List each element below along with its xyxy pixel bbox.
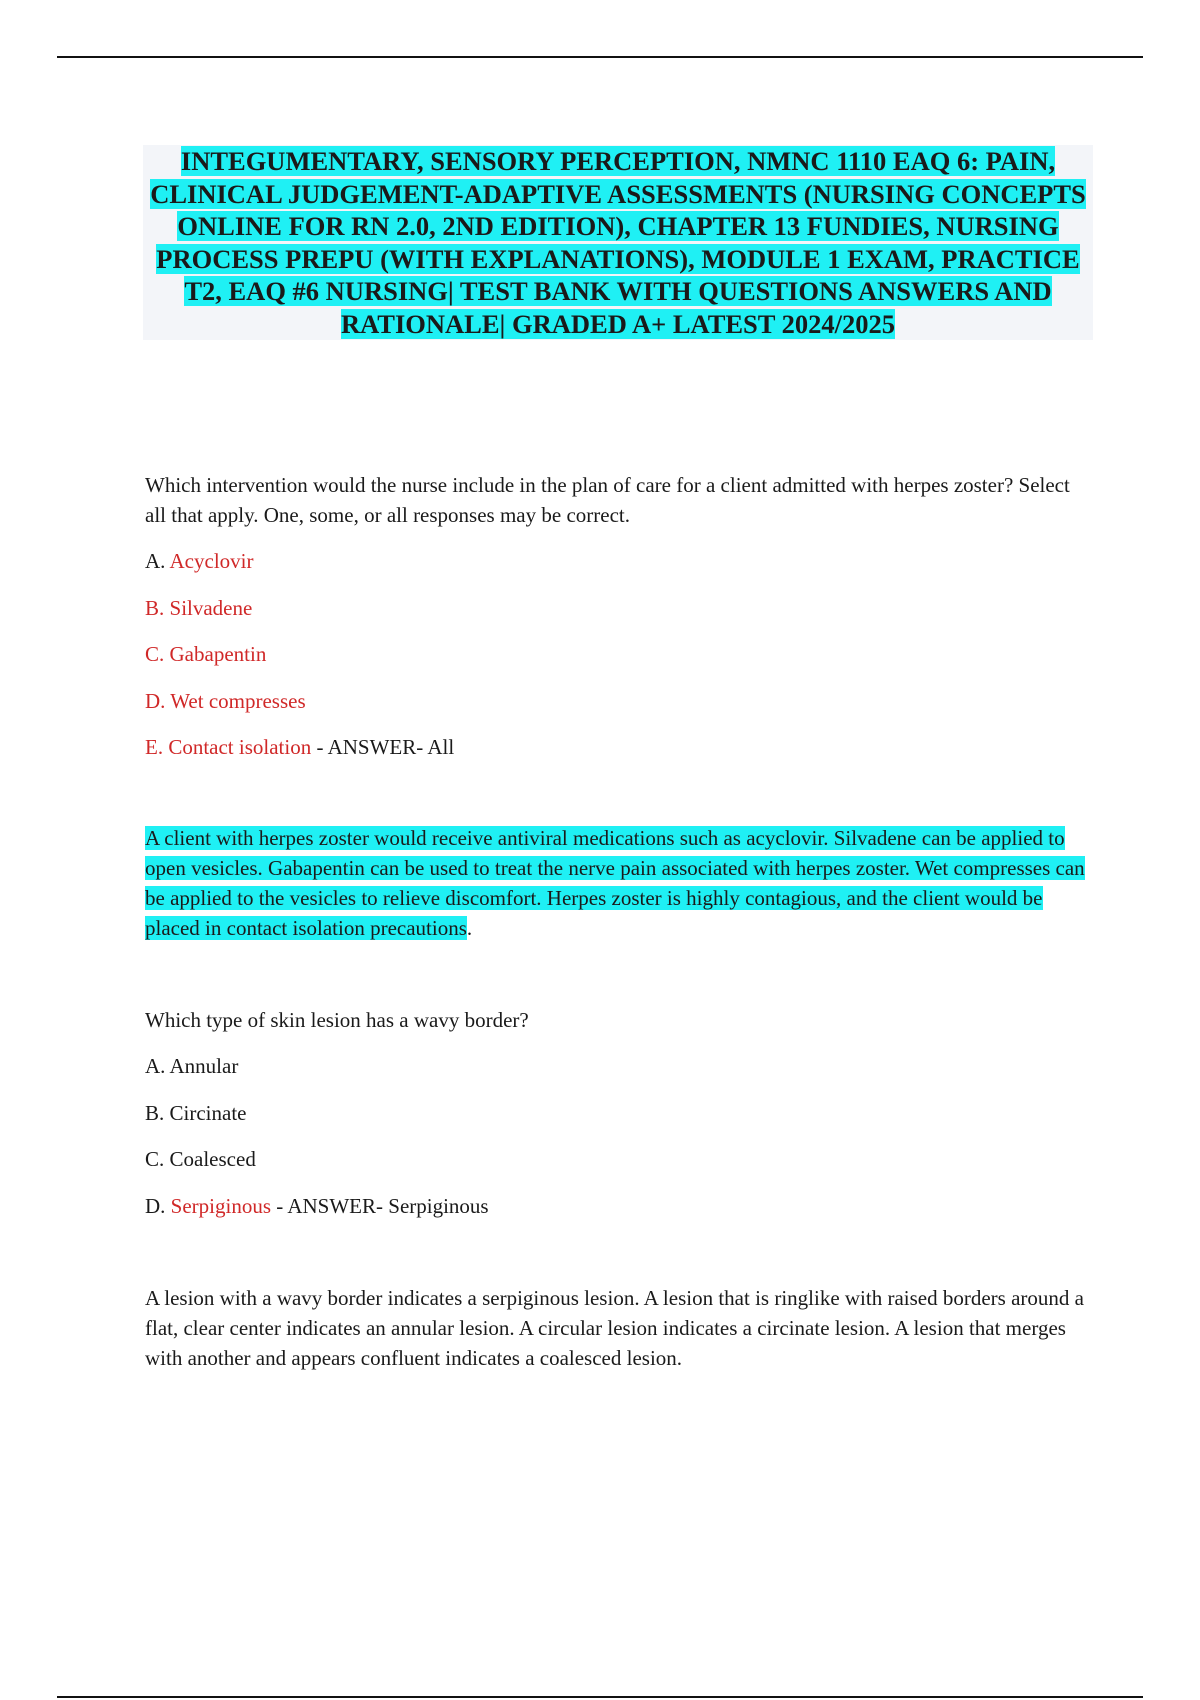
top-rule — [57, 56, 1143, 58]
document-title — [143, 145, 1093, 340]
q2-option-b: B. Circinate — [145, 1100, 247, 1125]
q2-option-d: D. Serpiginous - ANSWER- Serpiginous — [145, 1193, 489, 1218]
question-1 — [145, 470, 1090, 779]
q1-option-e: E. Contact isolation - ANSWER- All — [145, 735, 455, 759]
question-2-text: Which type of skin lesion has a wavy border? — [145, 1008, 529, 1032]
q1-option-d: D. Wet compresses — [145, 688, 306, 713]
question-1-text: Which intervention would the nurse include in the plan of care for a client admitted with herpes zoster? Select all that apply. One, some, or all responses may be correct. — [145, 473, 1070, 527]
question-2-rationale: A lesion with a wavy border indicates a serpiginous lesion. A lesion that is ringlike with raised borders around a flat, clear center indicates an annular lesion. A circular lesion indicates a circinate lesion. A lesion that merges with another and appears confluent indicates a coalesced lesion. — [145, 1286, 1084, 1370]
q1-option-a: A. Acyclovir — [145, 549, 254, 573]
bottom-rule — [57, 1696, 1143, 1698]
q1-option-b: B. Silvadene — [145, 595, 253, 620]
q2-option-a: A. Annular — [145, 1054, 239, 1078]
q1-option-c: C. Gabapentin — [145, 642, 267, 666]
question-1-rationale: A client with herpes zoster would receive antiviral medications such as acyclovir. Silvadene can be applied to open vesicles. Gabapentin can be used to treat the nerve pain associated with herpes zoster. Wet compresses can be applied to the vesicles to relieve discomfort. Herpes zoster is highly contagious, and the client would be placed in contact isolation precautions. — [145, 826, 1085, 940]
q1-answer: - ANSWER- All — [316, 735, 455, 759]
q2-answer: - ANSWER- Serpiginous — [276, 1193, 489, 1218]
question-2 — [145, 1005, 1090, 1237]
title-text: INTEGUMENTARY, SENSORY PERCEPTION, NMNC 1110 EAQ 6: PAIN, CLINICAL JUDGEMENT-ADAPTIVE ASSESSMENTS (NURSING CONCEPTS ONLINE FOR RN 2.0, 2ND EDITION), CHAPTER 13 FUNDIES, NURSING PROCESS PREPU (WITH EXPLANATIONS), MODULE 1 EXAM, PRACTICE T2, EAQ #6 NURSING| TEST BANK WITH QUESTIONS ANSWERS AND RATIONALE| GRADED A+ LATEST 2024/2025 — [150, 146, 1086, 339]
q2-option-c: C. Coalesced — [145, 1147, 256, 1171]
